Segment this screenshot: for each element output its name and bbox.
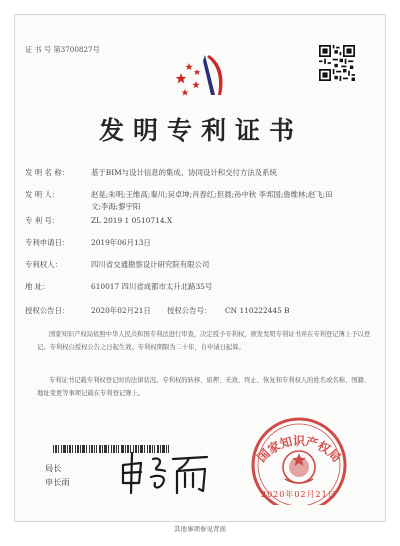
- notice-paragraph-2: 专利证书记载专利权登记时的法律状况。专利权的转移、质押、无效、终止、恢复和专利权人的姓名或名称、国籍、地址变更等事项记载在专利登记簿上。: [37, 377, 371, 397]
- official-name: 申长雨: [45, 477, 70, 487]
- field-label: 发 明 名 称：: [25, 168, 70, 177]
- patent-certificate: [14, 14, 386, 522]
- certificate-title: 发明专利证书: [98, 116, 303, 145]
- field-label: 发 明 人：: [25, 190, 60, 199]
- field-label: 地 址：: [25, 282, 50, 291]
- field-extra-label: 授权公告号：: [167, 306, 212, 315]
- patent-office-emblem-icon: [175, 51, 231, 101]
- seal-text: 国家知识产权局: [254, 434, 344, 465]
- signature-icon: [115, 449, 211, 497]
- field-value: 赵晃;朱明;王维高;秦川;吴卓坤;肖春红;但晨;孙中秋 李邦国;詹维林;赵飞;田文;李海;黎宇阳: [91, 190, 333, 211]
- field-value: ZL 2019 1 0510714.X: [91, 216, 173, 225]
- qr-code-icon: [319, 45, 355, 81]
- certificate-number: 证 书 号 第3700827号: [25, 45, 100, 54]
- field-value: 2019年06月13日: [91, 238, 151, 247]
- seal-date: 2020年02月21日: [261, 490, 337, 499]
- field-value: 基于BIM与设计信息的集成、协同设计和交付方法及系统: [91, 168, 277, 177]
- notice-paragraph-1: 国家知识产权局依照中华人民共和国专利法进行审查，决定授予专利权，颁发发明专利证书并在专利登记簿上予以登记。专利权自授权公告之日起生效。专利权期限为二十年，自申请日起算。: [37, 331, 371, 351]
- field-value: 610017 四川省成都市太升北路35号: [91, 282, 213, 291]
- field-value: 2020年02月21日: [91, 306, 151, 315]
- field-extra-value: CN 110222445 B: [225, 306, 290, 315]
- footer-note: 其他事项参见背面: [174, 525, 226, 533]
- field-label: 专利申请日：: [25, 238, 70, 247]
- field-label: 专 利 号：: [25, 216, 60, 225]
- field-value: 四川省交通勘察设计研究院有限公司: [91, 260, 210, 269]
- official-title: 局长: [45, 463, 62, 473]
- field-label: 授权公告日：: [25, 306, 70, 315]
- field-label: 专利权人：: [25, 260, 62, 269]
